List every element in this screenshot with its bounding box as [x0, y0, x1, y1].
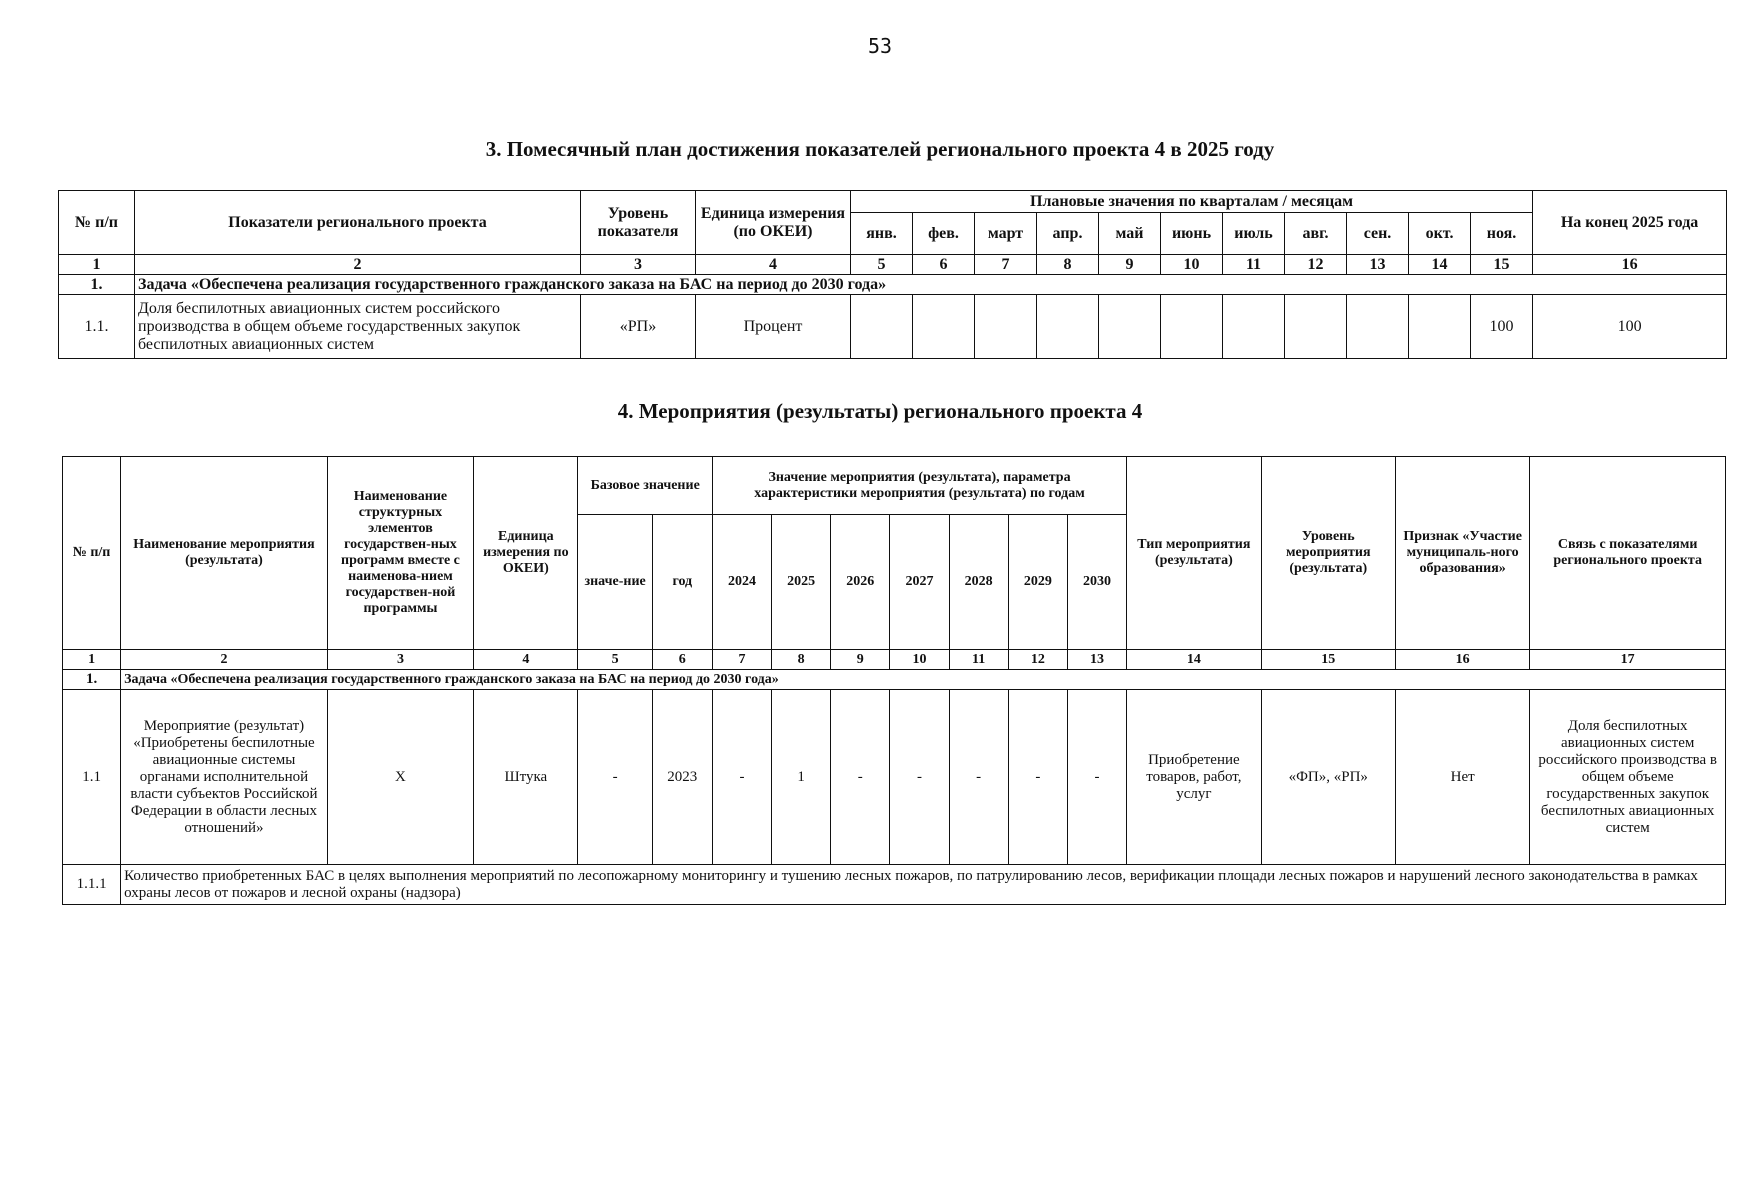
column-number: 11	[949, 650, 1008, 670]
header-month: янв.	[851, 213, 913, 255]
year-value: -	[890, 690, 949, 865]
page-number: 53	[867, 34, 893, 58]
header-values-by-year: Значение мероприятия (результата), параметра характеристики мероприятия (результата) по годам	[712, 457, 1126, 515]
column-number: 7	[975, 255, 1037, 275]
header-num: № п/п	[63, 457, 121, 650]
header-month: окт.	[1409, 213, 1471, 255]
header-num: № п/п	[59, 191, 135, 255]
month-value	[1037, 295, 1099, 359]
month-value	[1223, 295, 1285, 359]
subrow-text: Количество приобретенных БАС в целях выполнения мероприятий по лесопожарному мониторингу и тушению лесных пожаров, по патрулированию лесов, верификации площади лесных пожаров и нарушений лесного законодательства в рамках охраны лесов от пожаров и лесной охраны (надзора)	[121, 865, 1726, 905]
activity-type: Приобретение товаров, работ, услуг	[1127, 690, 1261, 865]
header-base-value-year: год	[652, 515, 712, 650]
month-value	[1099, 295, 1161, 359]
column-number: 2	[121, 650, 328, 670]
row-num: 1.1.	[59, 295, 135, 359]
header-level: Уровень показателя	[581, 191, 696, 255]
column-number: 15	[1261, 650, 1395, 670]
header-year: 2026	[831, 515, 890, 650]
section-3-title: 3. Помесячный план достижения показателей регионального проекта 4 в 2025 году	[485, 137, 1275, 161]
column-number: 14	[1409, 255, 1471, 275]
month-value: 100	[1471, 295, 1533, 359]
column-number: 3	[581, 255, 696, 275]
header-month: ноя.	[1471, 213, 1533, 255]
indicator-level: «РП»	[581, 295, 696, 359]
column-number: 7	[712, 650, 771, 670]
column-number: 1	[59, 255, 135, 275]
header-year: 2027	[890, 515, 949, 650]
municipal-participation: Нет	[1395, 690, 1529, 865]
column-number: 11	[1223, 255, 1285, 275]
column-number: 9	[831, 650, 890, 670]
header-year: 2029	[1008, 515, 1067, 650]
header-month: июнь	[1161, 213, 1223, 255]
year-value: 1	[772, 690, 831, 865]
column-number: 17	[1530, 650, 1726, 670]
activities-table	[62, 456, 1726, 905]
column-number: 6	[913, 255, 975, 275]
header-municipal-participation: Признак «Участие муниципаль-ного образования»	[1395, 457, 1529, 650]
column-number: 5	[578, 650, 652, 670]
year-value: -	[949, 690, 1008, 865]
year-value: -	[831, 690, 890, 865]
header-year: 2030	[1067, 515, 1126, 650]
activity-level: «ФП», «РП»	[1261, 690, 1395, 865]
monthly-plan-table	[58, 190, 1727, 359]
header-month: фев.	[913, 213, 975, 255]
header-month: авг.	[1285, 213, 1347, 255]
column-number: 6	[652, 650, 712, 670]
indicator-name: Доля беспилотных авиационных систем российского производства в общем объеме государственных закупок беспилотных авиационных систем	[135, 295, 581, 359]
header-month: июль	[1223, 213, 1285, 255]
task-num: 1.	[59, 275, 135, 295]
header-month: май	[1099, 213, 1161, 255]
base-value: -	[578, 690, 652, 865]
column-number: 10	[890, 650, 949, 670]
header-month: март	[975, 213, 1037, 255]
column-number: 13	[1347, 255, 1409, 275]
header-year: 2025	[772, 515, 831, 650]
column-number: 4	[696, 255, 851, 275]
activity-name: Мероприятие (результат) «Приобретены беспилотные авиационные системы органами исполнительной власти субъектов Российской Федерации в области лесных отношений»	[121, 690, 328, 865]
column-number: 15	[1471, 255, 1533, 275]
column-number: 16	[1533, 255, 1727, 275]
header-structural-elements: Наименование структурных элементов государствен-ных программ вместе с наименова-нием государствен-ной программы	[327, 457, 473, 650]
header-year: 2028	[949, 515, 1008, 650]
year-value: -	[1067, 690, 1126, 865]
structural-element: Х	[327, 690, 473, 865]
header-year: 2024	[712, 515, 771, 650]
header-link-to-indicators: Связь с показателями регионального проекта	[1530, 457, 1726, 650]
task-num: 1.	[63, 670, 121, 690]
column-number: 14	[1127, 650, 1261, 670]
header-planned-values: Плановые значения по кварталам / месяцам	[851, 191, 1533, 213]
header-unit: Единица измерения (по ОКЕИ)	[696, 191, 851, 255]
month-value	[1347, 295, 1409, 359]
section-4-title: 4. Мероприятия (результаты) регионального проекта 4	[617, 399, 1143, 423]
column-number: 1	[63, 650, 121, 670]
indicator-unit: Процент	[696, 295, 851, 359]
column-number: 5	[851, 255, 913, 275]
header-activity-name: Наименование мероприятия (результата)	[121, 457, 328, 650]
header-indicator: Показатели регионального проекта	[135, 191, 581, 255]
column-number: 13	[1067, 650, 1126, 670]
header-month: сен.	[1347, 213, 1409, 255]
month-value	[1409, 295, 1471, 359]
row-num: 1.1	[63, 690, 121, 865]
column-number: 10	[1161, 255, 1223, 275]
header-base-value: Базовое значение	[578, 457, 712, 515]
column-number: 8	[1037, 255, 1099, 275]
column-number: 12	[1285, 255, 1347, 275]
header-month: апр.	[1037, 213, 1099, 255]
month-value	[851, 295, 913, 359]
end-of-year-value: 100	[1533, 295, 1727, 359]
column-number: 8	[772, 650, 831, 670]
task-text: Задача «Обеспечена реализация государственного гражданского заказа на БАС на период до 2030 года»	[121, 670, 1726, 690]
header-base-value-value: значе-ние	[578, 515, 652, 650]
linked-indicator: Доля беспилотных авиационных систем российского производства в общем объеме государственных закупок беспилотных авиационных систем	[1530, 690, 1726, 865]
month-value	[913, 295, 975, 359]
column-number: 9	[1099, 255, 1161, 275]
header-unit: Единица измерения по ОКЕИ)	[474, 457, 578, 650]
year-value: -	[712, 690, 771, 865]
header-activity-level: Уровень мероприятия (результата)	[1261, 457, 1395, 650]
month-value	[975, 295, 1037, 359]
subrow-num: 1.1.1	[63, 865, 121, 905]
column-number: 3	[327, 650, 473, 670]
activity-unit: Штука	[474, 690, 578, 865]
month-value	[1161, 295, 1223, 359]
header-activity-type: Тип мероприятия (результата)	[1127, 457, 1261, 650]
task-text: Задача «Обеспечена реализация государственного гражданского заказа на БАС на период до 2030 года»	[135, 275, 1727, 295]
column-number: 4	[474, 650, 578, 670]
column-number: 2	[135, 255, 581, 275]
header-end-of-year: На конец 2025 года	[1533, 191, 1727, 255]
column-number: 16	[1395, 650, 1529, 670]
base-year: 2023	[652, 690, 712, 865]
year-value: -	[1008, 690, 1067, 865]
month-value	[1285, 295, 1347, 359]
column-number: 12	[1008, 650, 1067, 670]
